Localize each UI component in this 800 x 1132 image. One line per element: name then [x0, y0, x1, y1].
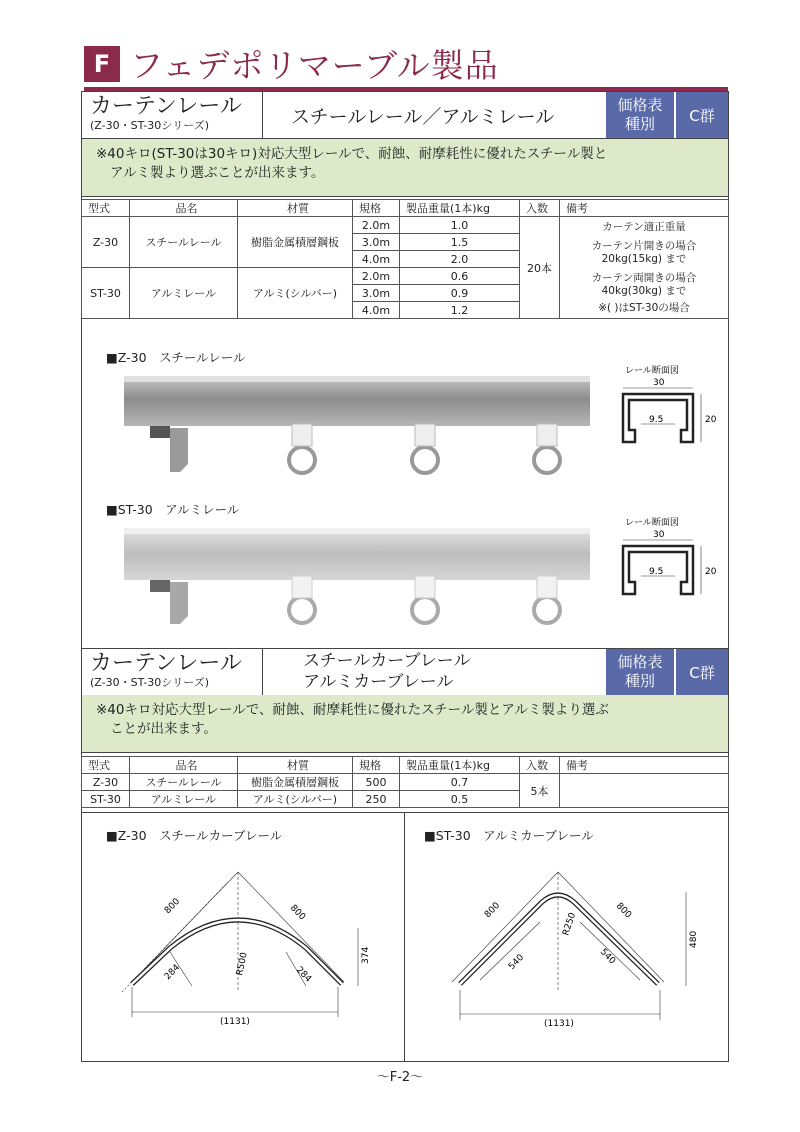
price-label-line2: 種別 [624, 672, 655, 690]
section2-title: カーテンレール [90, 651, 242, 676]
cell-spec: 4.0m [353, 251, 400, 268]
z30-curve-diagram [110, 852, 400, 1032]
dim-span: (1131) [544, 1019, 574, 1029]
section1-title-row [82, 92, 728, 139]
section2-note-line1: ※40キロ対応大型レールで、耐蝕、耐摩耗性に優れたスチール製とアルミ製より選ぶ [96, 702, 609, 718]
section1-spec-table [81, 199, 729, 319]
dim-width: 30 [653, 378, 665, 388]
dim-width: 30 [653, 530, 665, 540]
section1-note-line1: ※40キロ(ST-30は30キロ)対応大型レールで、耐蝕、耐摩耗性に優れたスチール製と [96, 146, 608, 162]
cell-name: スチールレール [130, 774, 238, 791]
col-spec: 規格 [353, 757, 400, 774]
dim-height: 20 [705, 415, 717, 425]
col-remarks: 備考 [560, 200, 729, 217]
diagram-top-rule [82, 812, 728, 813]
dim-gap: 9.5 [649, 415, 664, 425]
cell-name: アルミレール [130, 791, 238, 808]
section2-note-line2: ことが出来ます。 [110, 721, 217, 737]
cell-material: 樹脂金属積層鋼板 [238, 217, 353, 268]
cell-spec: 2.0m [353, 217, 400, 234]
cell-spec: 250 [353, 791, 400, 808]
section1-title-cell [82, 92, 263, 138]
table-row [82, 217, 729, 234]
dim-height: 374 [361, 946, 371, 964]
dim-seg-right: 284 [293, 965, 313, 985]
col-name: 品名 [130, 200, 238, 217]
diagram-divider [404, 812, 405, 1062]
page-number: ～F-2～ [376, 1070, 424, 1085]
caption-z30-curve: ■Z-30 スチールカーブレール [106, 828, 283, 843]
section1-note-line2: アルミ製より選ぶことが出来ます。 [110, 165, 325, 181]
st30-rail-image [110, 520, 600, 630]
st30-cross-section [605, 516, 720, 606]
cell-weight: 2.0 [400, 251, 520, 268]
cell-name: スチールレール [130, 217, 238, 268]
section2-subtitle-line2: アルミカーブレール [303, 672, 454, 692]
section2-spec-table [81, 756, 729, 808]
col-qty: 入数 [520, 200, 560, 217]
col-spec: 規格 [353, 200, 400, 217]
cell-weight: 0.9 [400, 285, 520, 302]
section2-series: (Z-30・ST-30シリーズ) [90, 676, 209, 689]
col-remarks: 備考 [560, 757, 729, 774]
dim-height: 20 [705, 567, 717, 577]
z30-rail-image [110, 368, 600, 478]
cell-spec: 2.0m [353, 268, 400, 285]
dim-height: 480 [689, 930, 699, 948]
cell-remarks [560, 774, 729, 808]
section1-series: (Z-30・ST-30シリーズ) [90, 119, 209, 132]
remark-line: カーテン適正重量 [602, 221, 686, 233]
cross-section-label: レール断面図 [625, 366, 679, 376]
cell-spec: 4.0m [353, 302, 400, 319]
dim-seg-left: 284 [162, 962, 183, 983]
col-model: 型式 [82, 200, 130, 217]
cell-weight: 1.2 [400, 302, 520, 319]
col-name: 品名 [130, 757, 238, 774]
dim-side-left: 800 [162, 896, 183, 917]
caption-z30-rail: ■Z-30 スチールレール [106, 350, 246, 365]
cell-qty: 5本 [520, 774, 560, 808]
col-material: 材質 [238, 757, 353, 774]
cell-spec: 3.0m [353, 234, 400, 251]
section2-note [82, 695, 728, 753]
caption-st30-rail: ■ST-30 アルミレール [106, 502, 240, 517]
cell-weight: 0.5 [400, 791, 520, 808]
section1-subtitle: スチールレール／アルミレール [291, 105, 555, 128]
cell-weight: 1.5 [400, 234, 520, 251]
col-model: 型式 [82, 757, 130, 774]
section1-price-label [605, 92, 674, 138]
col-qty: 入数 [520, 757, 560, 774]
table-header-row [82, 757, 729, 774]
dim-side-right: 800 [287, 903, 307, 923]
col-weight: 製品重量(1本)kg [400, 200, 520, 217]
dim-radius: R250 [561, 911, 579, 937]
col-material: 材質 [238, 200, 353, 217]
dim-gap: 9.5 [649, 567, 664, 577]
remark-line: カーテン片開きの場合 [591, 240, 697, 252]
remark-line: 20kg(15kg) まで [601, 253, 687, 265]
section2-group: C群 [674, 649, 728, 695]
cross-section-label: レール断面図 [625, 518, 679, 528]
section2-title-row [82, 648, 728, 696]
section1-group: C群 [674, 92, 728, 138]
dim-span: (1131) [220, 1017, 250, 1027]
table-row [82, 774, 729, 791]
cell-model: Z-30 [82, 774, 130, 791]
remark-line: ※( )はST-30の場合 [598, 302, 690, 314]
section2-title-cell [82, 649, 263, 695]
brand-title: フェデポリマーブル製品 [130, 46, 499, 85]
cell-qty: 20本 [520, 217, 560, 319]
st30-curve-diagram [430, 852, 720, 1032]
section1-note [82, 139, 728, 197]
cell-material: 樹脂金属積層鋼板 [238, 774, 353, 791]
cell-model: ST-30 [82, 791, 130, 808]
cell-spec: 3.0m [353, 285, 400, 302]
section2-subtitle [263, 649, 605, 695]
cell-name: アルミレール [130, 268, 238, 319]
cell-model: ST-30 [82, 268, 130, 319]
section1-title: カーテンレール [90, 94, 242, 119]
cell-weight: 1.0 [400, 217, 520, 234]
section2-price-label [605, 649, 674, 695]
dim-radius: R500 [235, 951, 250, 977]
dim-side-left: 800 [482, 900, 503, 921]
section2-subtitle-line1: スチールカーブレール [303, 651, 471, 671]
dim-seg-right: 540 [597, 947, 617, 967]
dim-side-right: 800 [613, 901, 633, 921]
z30-cross-section [605, 364, 720, 454]
price-label-line1: 価格表 [617, 653, 663, 671]
cell-remarks [560, 217, 729, 319]
col-weight: 製品重量(1本)kg [400, 757, 520, 774]
remark-line: カーテン両開きの場合 [591, 272, 697, 284]
dim-seg-left: 540 [506, 952, 527, 973]
cell-material: アルミ(シルバー) [238, 268, 353, 319]
caption-st30-curve: ■ST-30 アルミカーブレール [424, 828, 594, 843]
cell-model: Z-30 [82, 217, 130, 268]
remark-line: 40kg(30kg) まで [601, 285, 687, 297]
price-label-line2: 種別 [624, 115, 655, 133]
price-label-line1: 価格表 [617, 96, 663, 114]
brand-badge: F [84, 46, 120, 82]
table-header-row [82, 200, 729, 217]
cell-weight: 0.7 [400, 774, 520, 791]
cell-weight: 0.6 [400, 268, 520, 285]
cell-material: アルミ(シルバー) [238, 791, 353, 808]
cell-spec: 500 [353, 774, 400, 791]
